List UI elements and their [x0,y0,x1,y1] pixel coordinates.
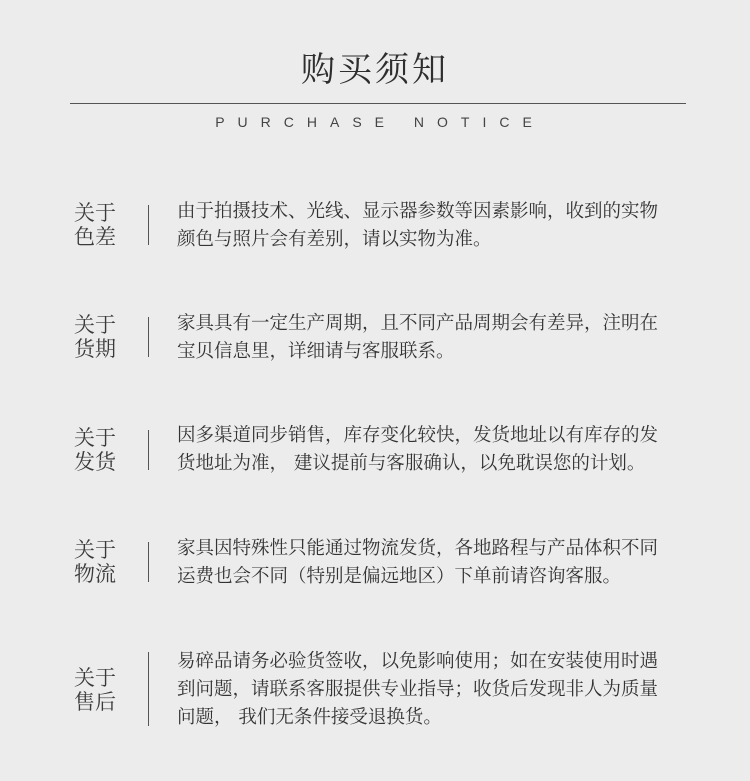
section-divider [148,430,149,470]
section-divider [148,542,149,582]
section-body-line: 货地址为准， 建议提前与客服确认，以免耽误您的计划。 [177,453,646,474]
page-title: 购买须知 [301,50,449,90]
section-label [74,666,124,714]
section-label-line2: 色差 [74,225,116,249]
section-body-line: 到问题，请联系客服提供专业指导；收货后发现非人为质量 [177,679,659,700]
section-label [74,201,124,249]
section-label-line1: 关于 [74,426,116,450]
section-body-line: 家具因特殊性只能通过物流发货，各地路程与产品体积不同 [177,538,659,559]
section-body [177,198,707,254]
section-label-line1: 关于 [74,313,116,337]
section-body-line: 宝贝信息里，详细请与客服联系。 [177,341,455,362]
section-body [177,310,707,366]
section-label-line2: 物流 [74,562,116,586]
section-body [177,535,707,591]
notice-section-shipping [0,422,750,482]
notice-section-color-difference [0,198,750,258]
notice-section-delivery-period [0,310,750,370]
section-body-line: 家具具有一定生产周期，且不同产品周期会有差异，注明在 [177,313,659,334]
section-body [177,422,707,478]
notice-section-logistics [0,535,750,595]
section-label [74,313,124,361]
section-label-line2: 货期 [74,337,116,361]
section-body-line: 问题， 我们无条件接受退换货。 [177,707,442,728]
section-label-line2: 售后 [74,690,116,714]
section-divider [148,317,149,357]
section-label-line1: 关于 [74,666,116,690]
title-divider [70,103,686,104]
section-label [74,538,124,586]
section-label-line2: 发货 [74,450,116,474]
section-body-line: 因多渠道同步销售，库存变化较快，发货地址以有库存的发 [177,425,659,446]
notice-section-after-sales [0,648,750,738]
section-divider [148,652,149,726]
section-body-line: 易碎品请务必验货签收，以免影响使用；如在安装使用时遇 [177,651,659,672]
section-label-line1: 关于 [74,201,116,225]
section-body-line: 颜色与照片会有差别，请以实物为准。 [177,229,492,250]
section-body-line: 由于拍摄技术、光线、显示器参数等因素影响，收到的实物 [177,201,659,222]
section-body [177,648,707,732]
section-label [74,426,124,474]
section-body-line: 运费也会不同（特别是偏远地区）下单前请咨询客服。 [177,566,622,587]
section-divider [148,205,149,245]
section-label-line1: 关于 [74,538,116,562]
page-subtitle: PURCHASE NOTICE [215,114,545,130]
